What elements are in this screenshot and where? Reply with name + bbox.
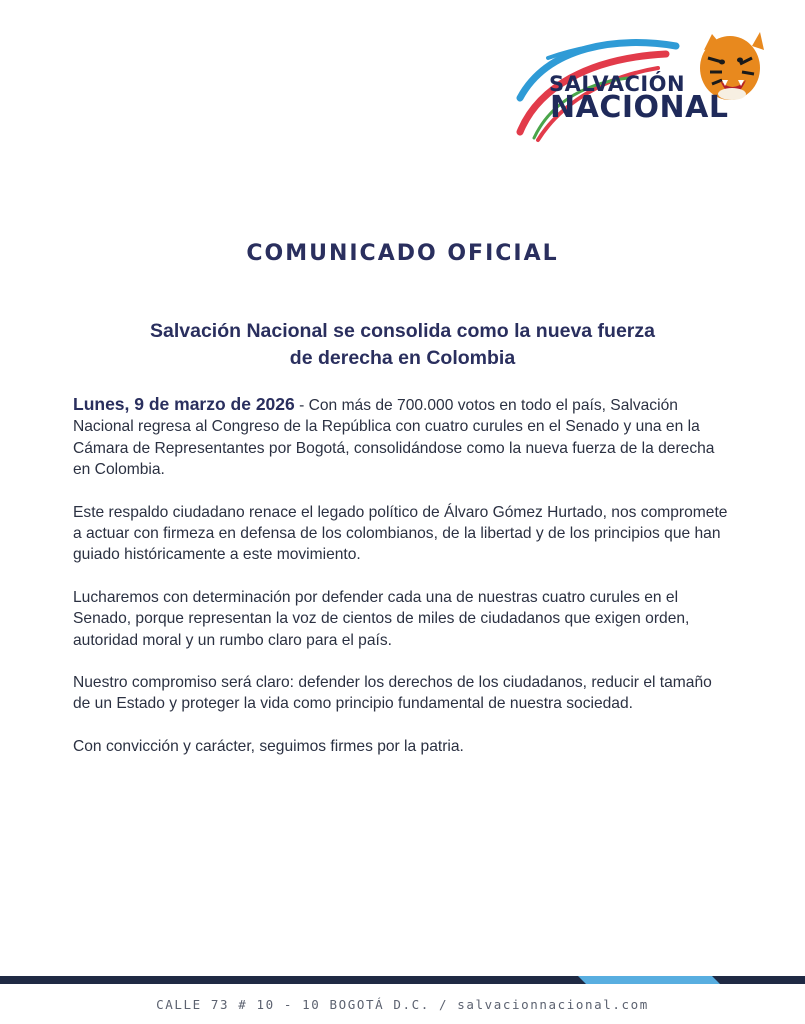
logo-word-nacional: NACIONAL [550, 90, 729, 125]
party-logo [508, 28, 770, 146]
paragraph-4: Nuestro compromiso será claro: defender los derechos de los ciudadanos, reducir el tamaño de un Estado y proteger la vida como principio fundamental de nuestra sociedad. [73, 674, 712, 713]
headline-line-2: de derecha en Colombia [289, 347, 516, 369]
headline-line-1: Salvación Nacional se consolida como la nueva fuerza [149, 320, 655, 342]
paragraph-2: Este respaldo ciudadano renace el legado político de Álvaro Gómez Hurtado, nos compromete a actuar con firmeza en defensa de los colombianos, de la libertad y de los principios que han guiado históricamente a este movimiento. [73, 503, 728, 564]
footer-divider [0, 976, 805, 984]
footer-address: CALLE 73 # 10 - 10 BOGOTÁ D.C. / salvacionnacional.com [156, 997, 649, 1012]
paragraph-1-text: Con más de 700.000 votos en todo el país, Salvación Nacional regresa al Congreso de la República con cuatro curules en el Senado y una en la Cámara de Representantes por Bogotá, consolidándose como la nueva fuerza de la derecha en Colombia. [73, 397, 715, 479]
paragraph-5: Con convicción y carácter, seguimos firmes por la patria. [73, 737, 464, 755]
headline [80, 318, 725, 372]
date-separator: - [294, 397, 309, 414]
paragraph-3: Lucharemos con determinación por defender cada una de nuestras cuatro curules en el Senado, porque representan la voz de cientos de miles de ciudadanos que exigen orden, autoridad moral y un rumbo claro para el país. [73, 588, 690, 649]
paragraph-1 [73, 394, 733, 481]
communique-body [73, 394, 733, 778]
date-lead: Lunes, 9 de marzo de 2026 [73, 394, 295, 414]
document-title: COMUNICADO OFICIAL [246, 241, 559, 266]
logo-word-salvacion: SALVACIÓN [549, 72, 686, 96]
